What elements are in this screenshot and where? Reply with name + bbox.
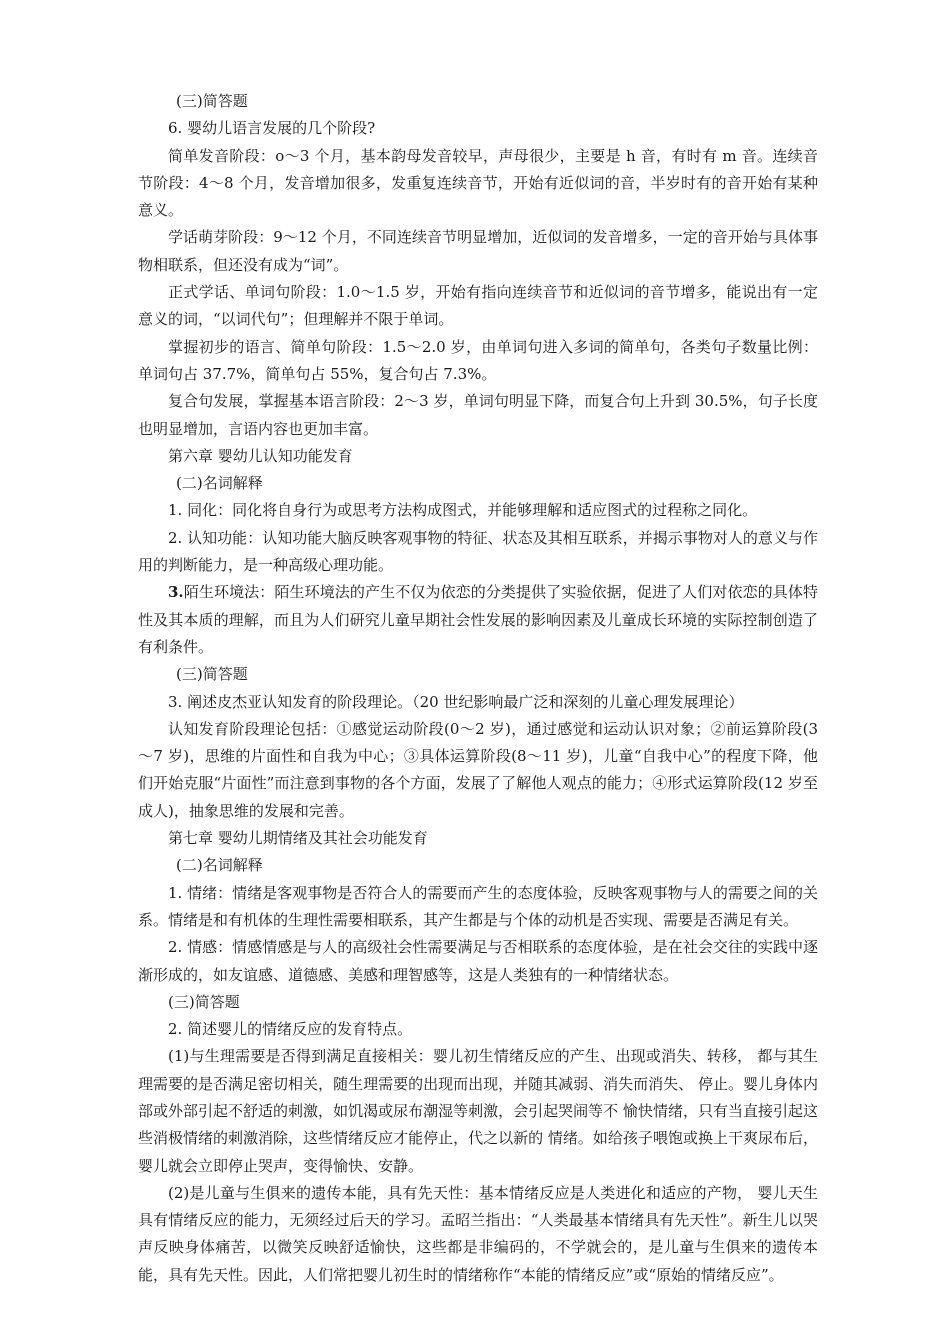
definition-text: 陌生环境法：陌生环境法的产生不仅为依恋的分类提供了实验依据，促进了人们对依恋的具体特性及其本质的理解，而且为人们研究儿童早期社会性发展的影响因素及儿童成长环境的实际控制创造了有利条件。 bbox=[138, 583, 818, 656]
paragraph: 简单发音阶段：o～3 个月，基本韵母发音较早，声母很少，主要是 h 音，有时有 m 音。连续音节阶段：4～8 个月，发音增加很多，发重复连续音节，开始有近似词的音，半岁时有的音开始有某种意义。 bbox=[138, 146, 818, 220]
section-heading: (二)名词解释 bbox=[176, 474, 263, 493]
paragraph: (1)与生理需要是否得到满足直接相关：婴儿初生情绪反应的产生、出现或消失、转移， 都与其生理需要的是否满足密切相关，随生理需要的出现而出现，并随其减弱、消失而消失、 停止。婴儿身体内部或外部引起不舒适的刺激，如饥渴或尿布潮湿等刺激，会引起哭闹等不 愉快情绪，只有当直接引起这些消极情绪的刺激消除，这些情绪反应才能停止，代之以新的 情绪。如给孩子喂饱或换上干爽尿布后，婴儿就会立即停止哭声，变得愉快、安静。 bbox=[138, 1047, 818, 1175]
definition: 2. 认知功能：认知功能大脑反映客观事物的特征、状态及其相互联系，并揭示事物对人的意义与作用的判断能力，是一种高级心理功能。 bbox=[138, 528, 818, 575]
document-page bbox=[138, 88, 818, 1289]
definition bbox=[138, 579, 818, 661]
definition: 1. 同化：同化将自身行为或思考方法构成图式，并能够理解和适应图式的过程称之同化。 bbox=[168, 501, 758, 520]
chapter-title: 第六章 婴幼儿认知功能发育 bbox=[168, 446, 353, 465]
section-heading: (三)简答题 bbox=[168, 992, 240, 1011]
definition: 2. 情感：情感情感是与人的高级社会性需要满足与否相联系的态度体验，是在社会交往的实践中逐渐形成的，如友谊感、道德感、美感和理智感等，这是人类独有的一种情绪状态。 bbox=[138, 938, 818, 984]
section-heading: (二)名词解释 bbox=[176, 856, 263, 875]
paragraph: 学话萌芽阶段：9～12 个月，不同连续音节明显增加，近似词的发音增多，一定的音开始与具体事物相联系，但还没有成为“词”。 bbox=[138, 228, 818, 274]
section-heading: (三)简答题 bbox=[176, 665, 248, 684]
paragraph: 复合句发展，掌握基本语言阶段：2～3 岁，单词句明显下降，而复合句上升到 30.5%，句子长度也明显增加，言语内容也更加丰富。 bbox=[138, 392, 818, 438]
paragraph: 正式学话、单词句阶段：1.0～1.5 岁，开始有指向连续音节和近似词的音节增多，能说出有一定意义的词，“以词代句”；但理解并不限于单词。 bbox=[138, 283, 818, 329]
question: 6. 婴幼儿语言发展的几个阶段? bbox=[168, 119, 376, 138]
question: 2. 简述婴儿的情绪反应的发育特点。 bbox=[168, 1020, 413, 1039]
definition-number: 3. bbox=[168, 583, 184, 602]
paragraph: 掌握初步的语言、简单句阶段：1.5～2.0 岁，由单词句进入多词的简单句，各类句子数量比例：单词句占 37.7%，简单句占 55%，复合句占 7.3%。 bbox=[138, 337, 818, 383]
question: 3. 阐述皮杰亚认知发育的阶段理论。（20 世纪影响最广泛和深刻的儿童心理发展理论） bbox=[168, 692, 744, 711]
section-heading: (三)简答题 bbox=[176, 92, 248, 110]
paragraph: (2)是儿童与生俱来的遗传本能，具有先天性：基本情绪反应是人类进化和适应的产物， 婴儿天生具有情绪反应的能力，无须经过后天的学习。孟昭兰指出：“人类最基本情绪具有先天性”。新生儿以哭声反映身体痛苦，以微笑反映舒适愉快，这些都是非编码的，不学就会的，是儿童与生俱来的遗传本能，具有先天性。因此，人们常把婴儿初生时的情绪称作“本能的情绪反应”或“原始的情绪反应”。 bbox=[138, 1183, 818, 1284]
paragraph: 认知发育阶段理论包括：①感觉运动阶段(0～2 岁)，通过感觉和运动认识对象；②前运算阶段(3～7 岁)，思维的片面性和自我为中心；③具体运算阶段(8～11 岁)，儿童“自我中心”的程度下降，他们开始克服“片面性”而注意到事物的各个方面，发展了了解他人观点的能力；④形式运算阶段(12 岁至成人)，抽象思维的发展和完善。 bbox=[138, 719, 818, 820]
definition: 1. 情绪：情绪是客观事物是否符合人的需要而产生的态度体验，反映客观事物与人的需要之间的关系。情绪是和有机体的生理性需要相联系，其产生都是与个体的动机是否实现、需要是否满足有关。 bbox=[138, 883, 818, 929]
chapter-title: 第七章 婴幼儿期情绪及其社会功能发育 bbox=[168, 829, 428, 848]
